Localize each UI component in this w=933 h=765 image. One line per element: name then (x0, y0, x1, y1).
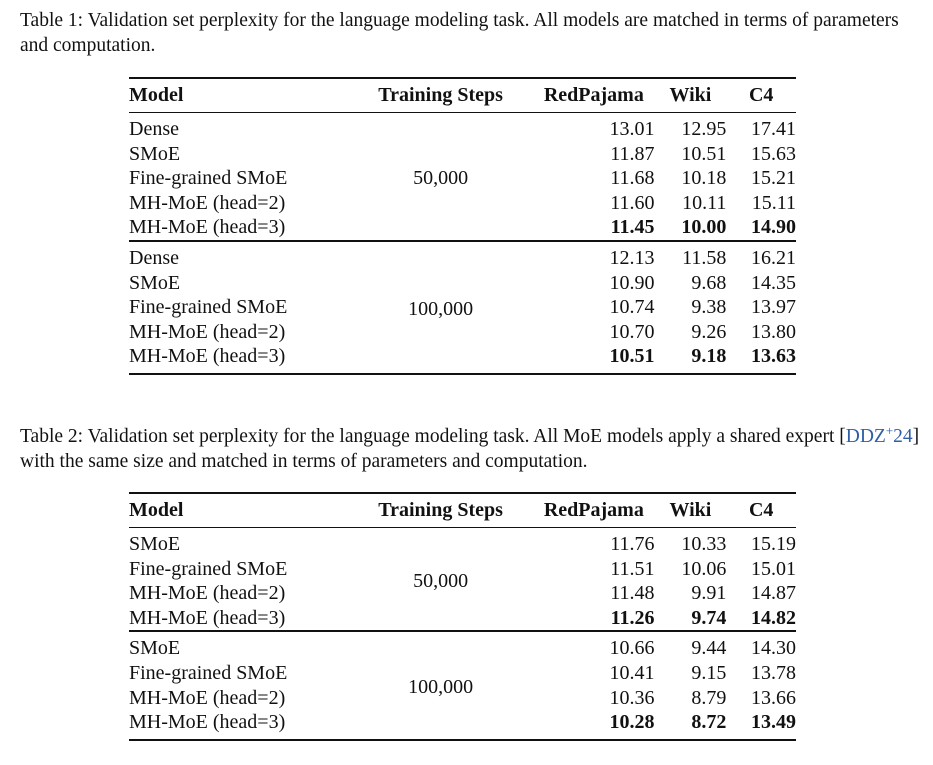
table1-caption: Table 1: Validation set perplexity for the language modeling task. All models are matched in terms of parameters and computation. (20, 10, 899, 56)
wiki-cell-best: 9.18 (691, 345, 727, 368)
model-cell: Fine-grained SMoE (129, 661, 288, 684)
header-model: Model (129, 84, 184, 107)
header-training-steps: Training Steps (378, 499, 503, 522)
wiki-cell: 10.11 (682, 191, 727, 214)
header-redpajama: RedPajama (543, 84, 644, 107)
model-cell: MH-MoE (head=2) (129, 320, 286, 343)
redpajama-cell: 13.01 (609, 118, 655, 140)
redpajama-cell-best: 10.51 (609, 345, 655, 368)
c4-cell: 13.66 (751, 686, 796, 709)
c4-cell: 13.78 (751, 661, 796, 684)
wiki-cell: 9.68 (691, 271, 727, 294)
c4-cell: 14.87 (751, 582, 796, 605)
model-cell: SMoE (129, 533, 181, 555)
wiki-cell-best: 10.00 (681, 216, 727, 239)
table-row (129, 528, 796, 557)
model-cell: MH-MoE (head=3) (129, 345, 286, 368)
redpajama-cell-best: 11.45 (610, 216, 655, 239)
header-model: Model (129, 499, 184, 522)
redpajama-cell: 12.13 (609, 246, 655, 269)
model-cell: SMoE (129, 142, 181, 165)
redpajama-cell: 10.36 (609, 686, 655, 709)
wiki-cell: 9.26 (691, 320, 727, 343)
citation-year: 24 (893, 426, 913, 447)
c4-cell-best: 13.49 (751, 711, 796, 734)
table1-group-50k (129, 113, 796, 241)
c4-cell-best: 14.90 (751, 216, 796, 239)
training-steps-cell: 100,000 (408, 676, 474, 699)
model-cell: MH-MoE (head=3) (129, 606, 286, 629)
model-cell: MH-MoE (head=2) (129, 582, 286, 605)
header-training-steps: Training Steps (378, 84, 503, 107)
redpajama-cell: 11.48 (610, 582, 655, 605)
training-steps-cell: 100,000 (408, 298, 474, 321)
table1-group-100k (129, 241, 796, 374)
redpajama-cell-best: 11.26 (610, 606, 655, 629)
c4-cell: 13.80 (751, 320, 796, 343)
wiki-cell: 10.18 (681, 167, 727, 190)
wiki-cell: 10.33 (681, 533, 727, 555)
redpajama-cell-best: 10.28 (609, 711, 655, 734)
c4-cell-best: 13.63 (751, 345, 796, 368)
wiki-cell: 9.15 (691, 661, 727, 684)
table-row (129, 241, 796, 271)
model-cell: SMoE (129, 271, 181, 294)
c4-cell: 13.97 (751, 296, 796, 319)
wiki-cell: 9.91 (691, 582, 727, 605)
c4-cell: 17.41 (751, 118, 796, 140)
c4-cell: 15.19 (751, 533, 796, 555)
wiki-cell: 10.06 (681, 557, 727, 580)
c4-cell: 15.21 (751, 167, 796, 190)
wiki-cell-best: 9.74 (691, 606, 727, 629)
table-row (129, 631, 796, 661)
header-redpajama: RedPajama (543, 499, 644, 522)
redpajama-cell: 10.70 (609, 320, 655, 343)
c4-cell-best: 14.82 (751, 606, 796, 629)
redpajama-cell: 11.68 (610, 167, 655, 190)
model-cell: Fine-grained SMoE (129, 167, 288, 190)
wiki-cell: 9.38 (691, 296, 727, 319)
redpajama-cell: 10.66 (609, 637, 655, 660)
wiki-cell: 11.58 (682, 246, 727, 269)
model-cell: MH-MoE (head=3) (129, 711, 286, 734)
redpajama-cell: 11.51 (610, 557, 655, 580)
training-steps-cell: 50,000 (413, 569, 469, 592)
redpajama-cell: 10.74 (609, 296, 655, 319)
table2-group-100k (129, 631, 796, 739)
model-cell: Fine-grained SMoE (129, 296, 288, 319)
table2 (129, 492, 796, 741)
table2-caption (20, 424, 920, 474)
wiki-cell: 8.79 (691, 686, 727, 709)
header-wiki: Wiki (669, 84, 712, 107)
c4-cell: 15.01 (751, 557, 796, 580)
model-cell: SMoE (129, 637, 181, 660)
model-cell: MH-MoE (head=3) (129, 216, 286, 239)
wiki-cell: 10.51 (681, 142, 727, 165)
c4-cell: 15.11 (751, 191, 796, 214)
c4-cell: 15.63 (751, 142, 796, 165)
table-header-row (129, 78, 796, 113)
redpajama-cell: 10.41 (609, 661, 655, 684)
header-c4: C4 (748, 84, 774, 107)
model-cell: MH-MoE (head=2) (129, 191, 286, 214)
c4-cell: 16.21 (751, 246, 796, 269)
redpajama-cell: 11.87 (610, 142, 655, 165)
c4-cell: 14.35 (751, 271, 796, 294)
table1 (129, 77, 796, 375)
table-header-row (129, 493, 796, 528)
citation-sup: + (885, 423, 894, 438)
c4-cell: 14.30 (751, 637, 796, 660)
redpajama-cell: 11.60 (610, 191, 655, 214)
redpajama-cell: 10.90 (609, 271, 655, 294)
header-wiki: Wiki (669, 499, 712, 522)
training-steps-cell: 50,000 (413, 167, 469, 190)
model-cell: MH-MoE (head=2) (129, 686, 286, 709)
caption-text-pre: Table 2: Validation set perplexity for the language modeling task. All MoE models apply a shared expert [ (20, 426, 846, 447)
citation-link[interactable] (845, 423, 913, 447)
model-cell: Fine-grained SMoE (129, 557, 288, 580)
table-row (129, 113, 796, 142)
model-cell: Dense (129, 118, 179, 140)
model-cell: Dense (129, 246, 179, 269)
redpajama-cell: 11.76 (610, 533, 655, 555)
wiki-cell: 12.95 (681, 118, 727, 140)
table2-group-50k (129, 528, 796, 632)
header-c4: C4 (748, 499, 774, 522)
citation-key: DDZ (845, 426, 886, 447)
caption-text-post: ] with the same size and matched in terms of parameters and computation. (20, 426, 920, 472)
wiki-cell: 9.44 (691, 637, 727, 660)
wiki-cell-best: 8.72 (691, 711, 727, 734)
